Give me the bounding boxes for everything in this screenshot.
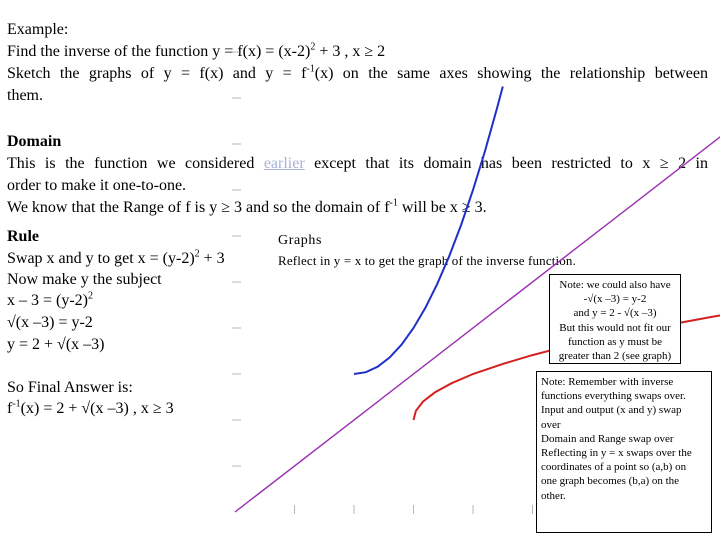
- domain-section: [7, 131, 708, 219]
- domain-line-1: This is the function we considered earlier except that its domain has been restricted to x ≥ 2 in: [7, 155, 708, 172]
- function-curve: [354, 87, 503, 375]
- example-heading: Example:: [7, 21, 69, 38]
- final-heading: So Final Answer is:: [7, 379, 133, 396]
- earlier-link[interactable]: earlier: [263, 155, 305, 172]
- example-line-3: them.: [7, 87, 43, 104]
- final-answer: $f^{-1}(x) = 2 + √(x$ –3) , x ≥ 3: [7, 398, 174, 417]
- rule-line-5: y = 2 + √(x –3): [7, 336, 105, 353]
- note-alternative-root: Note: we could also have -√(x –3) = y-2 and y = 2 - √(x –3) But this would not fit our function as y must be greater than 2 (see graph): [549, 274, 681, 364]
- note-inverse-summary: Note: Remember with inverse functions everything swaps over. Input and output (x and y) swap over Domain and Range swap over Reflecting in y = x swaps over the coordinates of a point so (a,b) on one graph becomes (b,a) on the other.: [536, 371, 712, 533]
- domain-line-3: We know that the Range of f is y ≥ 3 and so the domain of $f^{-1}$ will be x ≥ 3.: [7, 197, 487, 216]
- rule-line-1: Swap x and y to get $x = (y-2)^2 + 3$: [7, 248, 225, 267]
- example-line-1: Find the inverse of the function $y = f(x) = (x-2)^2 + 3$ , x ≥ 2: [7, 41, 386, 60]
- rule-line-3: $x - 3 = (y-2)^2$: [7, 290, 94, 309]
- domain-heading: Domain: [7, 133, 62, 150]
- rule-line-2: Now make y the subject: [7, 271, 162, 288]
- example-line-2: Sketch the graphs of y = f(x) and $y = f^{-1}(x)$ on the same axes showing the relationship between: [7, 63, 708, 82]
- graphs-subtitle: Reflect in y = x to get the graph of the inverse function.: [278, 253, 576, 268]
- example-section: [7, 19, 708, 107]
- graphs-heading: Graphs: [278, 233, 323, 248]
- rule-line-4: √(x –3) = y-2: [7, 314, 93, 331]
- domain-line-2: order to make it one-to-one.: [7, 177, 187, 194]
- rule-heading: Rule: [7, 228, 39, 245]
